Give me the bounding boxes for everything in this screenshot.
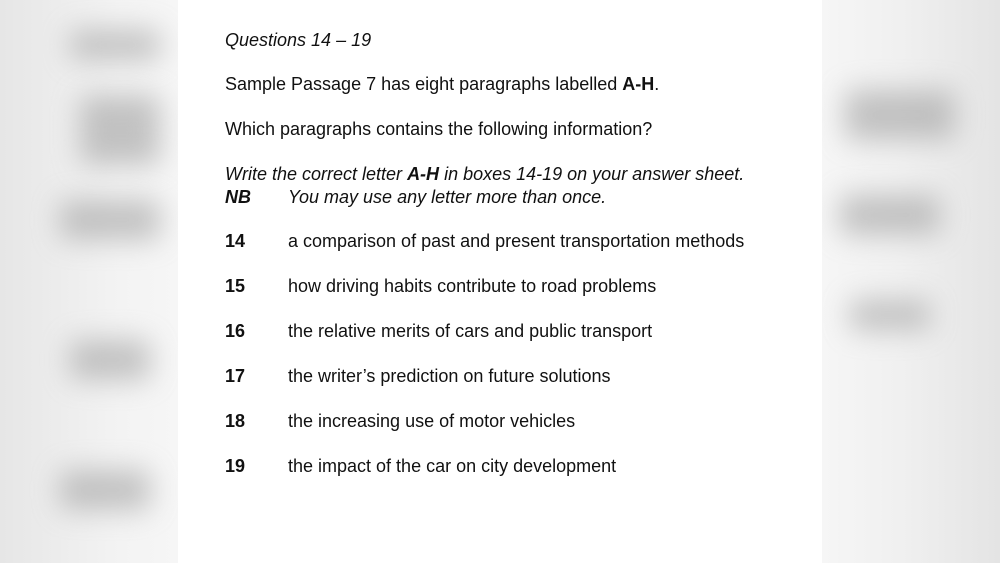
item-number: 14 (225, 231, 246, 251)
item-text: a comparison of past and present transportation methods (288, 231, 745, 251)
instruction-text: Write the correct letter (225, 164, 408, 184)
instruction-range: A-H (407, 164, 440, 184)
backdrop-blur-shape (80, 95, 160, 165)
backdrop-blur-shape (70, 340, 150, 380)
item-text: the increasing use of motor vehicles (288, 411, 576, 431)
intro-paragraph (225, 73, 659, 95)
nb-label: NB (225, 187, 251, 207)
item-number: 19 (225, 456, 246, 476)
backdrop-blur-shape (60, 200, 160, 240)
instruction-end: in boxes 14-19 on your answer sheet. (439, 164, 745, 184)
intro-text: Sample Passage 7 has eight paragraphs labelled (225, 74, 623, 94)
backdrop-blur-shape (850, 300, 930, 330)
backdrop-blur-shape (845, 90, 955, 140)
item-number: 16 (225, 321, 246, 341)
intro-end: . (654, 74, 660, 94)
backdrop-blur-shape (840, 195, 940, 235)
item-text: the relative merits of cars and public transport (288, 321, 653, 341)
question-prompt: Which paragraphs contains the following information? (225, 119, 653, 139)
item-number: 15 (225, 276, 246, 296)
item-number: 18 (225, 411, 246, 431)
backdrop-blur-shape (60, 470, 150, 510)
questions-heading: Questions 14 – 19 (225, 30, 372, 50)
document-page (178, 0, 822, 563)
backdrop-blur-shape (70, 30, 160, 60)
item-text: the writer’s prediction on future solutions (288, 366, 611, 386)
nb-text: You may use any letter more than once. (288, 187, 607, 207)
instruction-line (225, 163, 744, 185)
intro-range: A-H (622, 74, 655, 94)
item-text: how driving habits contribute to road problems (288, 276, 657, 296)
item-number: 17 (225, 366, 246, 386)
item-text: the impact of the car on city development (288, 456, 617, 476)
